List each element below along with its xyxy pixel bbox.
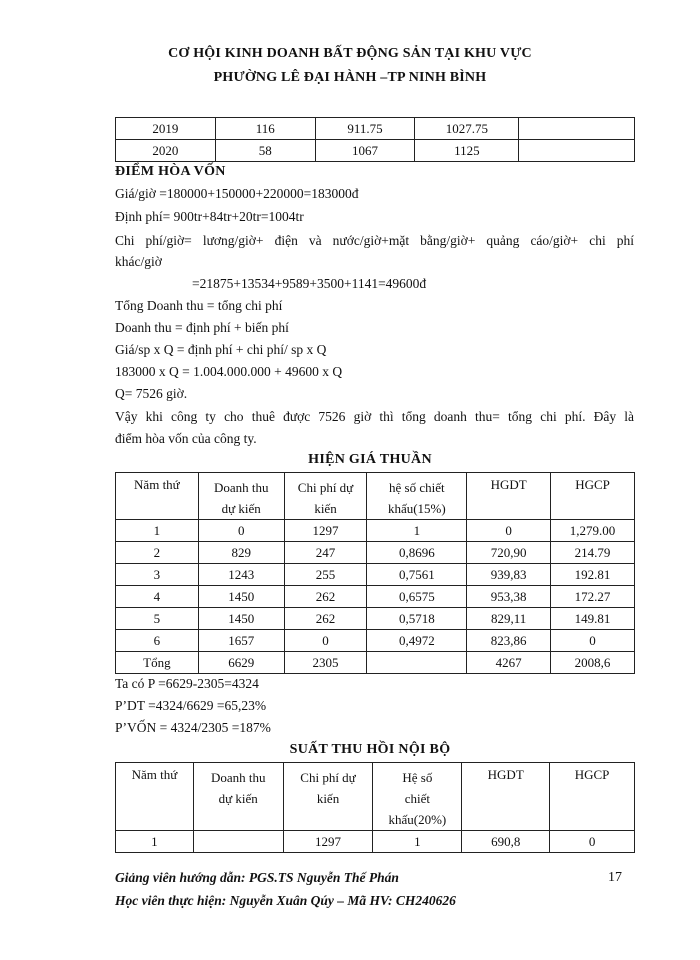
table-cell: 4267 xyxy=(467,652,551,674)
table-cell xyxy=(519,140,635,162)
table-cell: 3 xyxy=(116,564,199,586)
table-row xyxy=(116,140,635,162)
table-cell: 116 xyxy=(215,118,315,140)
table-cell: 6629 xyxy=(198,652,284,674)
breakeven-line: Q= 7526 giờ. xyxy=(115,386,188,401)
table-cell xyxy=(367,652,467,674)
npv-table xyxy=(115,472,635,674)
header-cell: dự kiến xyxy=(218,791,258,806)
table-cell: 0 xyxy=(284,630,367,652)
table-cell: 1 xyxy=(367,520,467,542)
table-cell: 1067 xyxy=(315,140,415,162)
header-cell: Doanh thu xyxy=(210,770,266,785)
table-cell: 214.79 xyxy=(551,542,635,564)
breakeven-line: Chi phí/giờ= lương/giờ+ điện và nước/giờ+mặt bằng/giờ+ quảng cáo/giờ+ chi phí xyxy=(115,233,634,248)
header-cell: Doanh thu xyxy=(213,480,269,495)
header-cell: Năm thứ xyxy=(134,477,180,492)
irr-table xyxy=(115,762,635,853)
header-cell: kiến xyxy=(314,501,337,516)
breakeven-line: Tổng Doanh thu = tổng chi phí xyxy=(115,298,283,313)
table-cell: 1450 xyxy=(198,608,284,630)
table-cell: 1125 xyxy=(415,140,519,162)
table-cell: 0 xyxy=(467,520,551,542)
table-cell: 0,5718 xyxy=(367,608,467,630)
table-cell: 0,4972 xyxy=(367,630,467,652)
table-cell: 0,6575 xyxy=(367,586,467,608)
table-cell: 262 xyxy=(284,586,367,608)
table-cell: 829,11 xyxy=(467,608,551,630)
breakeven-line: điểm hòa vốn của công ty. xyxy=(115,431,257,446)
table-cell: 829 xyxy=(198,542,284,564)
table-cell: 1450 xyxy=(198,586,284,608)
table-cell: 0,8696 xyxy=(367,542,467,564)
table-cell: 2008,6 xyxy=(551,652,635,674)
table-cell: 149.81 xyxy=(551,608,635,630)
table-cell: 4 xyxy=(116,586,199,608)
breakeven-line: khác/giờ xyxy=(115,254,162,269)
page-header-line-1: CƠ HỘI KINH DOANH BẤT ĐỘNG SẢN TẠI KHU VỰC xyxy=(168,46,532,61)
table-cell: 823,86 xyxy=(467,630,551,652)
table-header-row xyxy=(116,763,635,831)
table-cell: 720,90 xyxy=(467,542,551,564)
table-cell: 262 xyxy=(284,608,367,630)
table-cell: 939,83 xyxy=(467,564,551,586)
table-cell: 1657 xyxy=(198,630,284,652)
header-cell: Hệ số xyxy=(402,770,433,785)
footer-instructor: Giảng viên hướng dẫn: PGS.TS Nguyễn Thế Phán xyxy=(115,870,399,885)
table-cell xyxy=(193,831,283,853)
footer-student: Học viên thực hiện: Nguyễn Xuân Qúy – Mã HV: CH240626 xyxy=(115,893,456,908)
table-cell: 1297 xyxy=(284,520,367,542)
table-cell: 0 xyxy=(198,520,284,542)
header-cell: dự kiến xyxy=(221,501,261,516)
table-row xyxy=(116,564,635,586)
header-cell: HGCP xyxy=(574,767,610,782)
table-cell: 1297 xyxy=(283,831,373,853)
header-cell: HGDT xyxy=(487,767,524,782)
breakeven-line: Giá/sp x Q = định phí + chi phí/ sp x Q xyxy=(115,342,327,357)
header-cell: Chi phí dự xyxy=(297,480,354,495)
table-cell: 0,7561 xyxy=(367,564,467,586)
breakeven-line: Doanh thu = định phí + biến phí xyxy=(115,320,289,335)
npv-result-line: P’DT =4324/6629 =65,23% xyxy=(115,698,267,713)
breakeven-line: Giá/giờ =180000+150000+220000=183000đ xyxy=(115,186,359,201)
breakeven-title: ĐIỂM HÒA VỐN xyxy=(115,164,226,179)
table-cell xyxy=(519,118,635,140)
header-cell: HGDT xyxy=(490,477,527,492)
table-cell: 247 xyxy=(284,542,367,564)
table-cell: 1 xyxy=(116,831,194,853)
table-cell: 58 xyxy=(215,140,315,162)
table-row xyxy=(116,608,635,630)
table-cell: 2020 xyxy=(116,140,216,162)
table-cell: 1 xyxy=(116,520,199,542)
irr-title: SUẤT THU HỒI NỘI BỘ xyxy=(289,742,451,757)
table-cell: 172.27 xyxy=(551,586,635,608)
breakeven-line: 183000 x Q = 1.004.000.000 + 49600 x Q xyxy=(115,364,343,379)
table-row xyxy=(116,586,635,608)
table-row xyxy=(116,831,635,853)
table-cell: Tổng xyxy=(116,652,199,674)
header-cell: hệ số chiết xyxy=(389,480,445,495)
table-cell: 690,8 xyxy=(462,831,550,853)
table-cell: 1,279.00 xyxy=(551,520,635,542)
header-cell: HGCP xyxy=(575,477,610,492)
top-table xyxy=(115,117,635,162)
table-cell: 0 xyxy=(551,630,635,652)
header-cell: Chi phí dự xyxy=(300,770,356,785)
table-cell: 1243 xyxy=(198,564,284,586)
table-row xyxy=(116,118,635,140)
table-row xyxy=(116,520,635,542)
breakeven-line: Vậy khi công ty cho thuê được 7526 giờ thì tổng doanh thu= tổng chi phí. Đây là xyxy=(115,409,634,424)
header-cell: khấu(15%) xyxy=(387,501,446,516)
table-cell: 2 xyxy=(116,542,199,564)
table-header-row xyxy=(116,473,635,520)
header-cell: kiến xyxy=(316,791,340,806)
header-cell: khấu(20%) xyxy=(388,812,447,827)
table-cell: 2305 xyxy=(284,652,367,674)
breakeven-line: Định phí= 900tr+84tr+20tr=1004tr xyxy=(115,209,304,224)
table-cell: 1027.75 xyxy=(415,118,519,140)
table-cell: 0 xyxy=(550,831,635,853)
table-cell: 911.75 xyxy=(315,118,415,140)
table-row xyxy=(116,542,635,564)
table-row xyxy=(116,630,635,652)
npv-title: HIỆN GIÁ THUẦN xyxy=(308,452,432,467)
table-cell: 192.81 xyxy=(551,564,635,586)
table-cell: 5 xyxy=(116,608,199,630)
header-cell: chiết xyxy=(404,791,430,806)
table-cell: 6 xyxy=(116,630,199,652)
table-total-row xyxy=(116,652,635,674)
table-cell: 2019 xyxy=(116,118,216,140)
npv-result-line: Ta có P =6629-2305=4324 xyxy=(115,676,259,691)
header-cell: Năm thứ xyxy=(131,767,178,782)
table-cell: 255 xyxy=(284,564,367,586)
page-header-line-2: PHƯỜNG LÊ ĐẠI HÀNH –TP NINH BÌNH xyxy=(213,70,487,85)
breakeven-line: =21875+13534+9589+3500+1141=49600đ xyxy=(192,276,427,291)
page-number: 17 xyxy=(608,870,622,885)
table-cell: 1 xyxy=(373,831,462,853)
table-cell: 953,38 xyxy=(467,586,551,608)
npv-result-line: P’VỐN = 4324/2305 =187% xyxy=(115,720,271,735)
